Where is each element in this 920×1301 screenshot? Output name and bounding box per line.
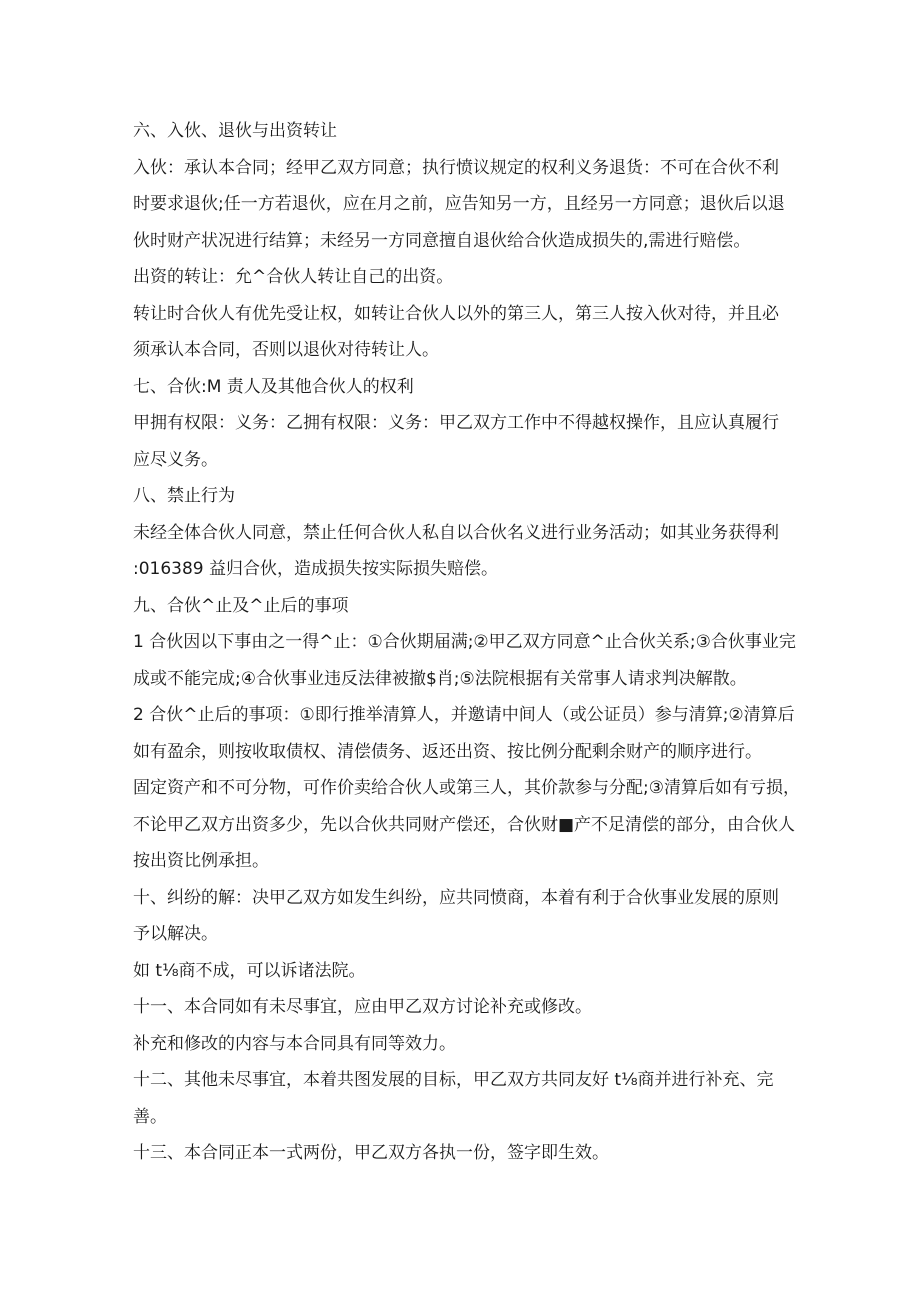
text-line: 予以解决。 (133, 924, 218, 944)
text-line: 七、合伙:M 责人及其他合伙人的权利 (133, 376, 414, 397)
text-line: 应尽义务。 (133, 449, 218, 470)
text-line: 按出资比例承担。 (133, 851, 269, 871)
text-line: :016389 益归合伙，造成损失按实际损失赔偿。 (133, 559, 499, 579)
section-heading-6 (133, 113, 793, 150)
text-line: 甲拥有权限：义务：乙拥有权限：义务：甲乙双方工作中不得越权操作，且应认真履行 (133, 413, 779, 433)
paragraph-litigation (133, 953, 793, 990)
text-line: 善。 (133, 1106, 167, 1127)
text-line: 入伙：承认本合同；经甲乙双方同意；执行愤议规定的权利义务退货：不可在合伙不利 (133, 157, 779, 178)
paragraph-fixed-assets (133, 770, 800, 880)
text-line: 补充和修改的内容与本合同具有同等效力。 (133, 1033, 456, 1054)
section-heading-7 (133, 369, 793, 406)
text-line: 须承认本合同，否则以退伙对待转让人。 (133, 340, 439, 360)
text-line: 十二、其他未尽事宜，本着共图发展的目标，甲乙双方共同友好 t⅛商并进行补充、完 (133, 1070, 774, 1090)
text-line: 六、入伙、退伙与出资转让 (133, 121, 337, 141)
text-line: 十三、本合同正本一式两份，甲乙双方各执一份，签字即生效。 (133, 1143, 609, 1163)
paragraph-joining (133, 150, 793, 260)
section-heading-13 (133, 1135, 793, 1172)
text-line: 1 合伙因以下事由之一得^止：①合伙期届满;②甲乙双方同意^止合伙关系;③合伙事业完 (133, 632, 796, 652)
text-line: 出资的转让：允^合伙人转让自己的出资。 (133, 267, 454, 287)
paragraph-prohibited (133, 515, 793, 588)
text-line: 如 t⅛商不成，可以诉诸法院。 (133, 960, 366, 981)
section-heading-12 (133, 1062, 793, 1135)
paragraph-transfer-priority (133, 296, 793, 369)
text-line: 九、合伙^止及^止后的事项 (133, 595, 349, 616)
text-line: 成或不能完成;④合伙事业违反法律被撤$肖;⑤法院根据有关常事人请求判决解散。 (133, 668, 747, 689)
paragraph-amendments (133, 1026, 793, 1063)
text-line: 伙时财产状况进行结算；未经另一方同意擅自退伙给合伙造成损失的,需进行赔偿。 (133, 230, 751, 251)
text-line: 固定资产和不可分物，可作价卖给合伙人或第三人，其价款参与分配;③清算后如有亏损， (133, 778, 800, 798)
paragraph-rights (133, 405, 793, 478)
text-line: 十、纠纷的解：决甲乙双方如发生纠纷，应共同愤商，本着有利于合伙事业发展的原则 (133, 887, 779, 908)
paragraph-termination-matters (133, 697, 793, 770)
paragraph-capital-transfer (133, 259, 793, 296)
text-line: 时要求退伙;任一方若退伙，应在月之前，应告知另一方，且经另一方同意；退伙后以退 (133, 194, 785, 214)
paragraph-termination-reasons (133, 624, 796, 697)
document-body (133, 113, 800, 1172)
text-line: 不论甲乙双方出资多少，先以合伙共同财产偿还，合伙财■产不足清偿的部分，由合伙人 (133, 814, 796, 835)
text-line: 转让时合伙人有优先受让权，如转让合伙人以外的第三人，第三人按入伙对待，并且必 (133, 303, 779, 324)
section-heading-10 (133, 880, 793, 953)
text-line: 八、禁止行为 (133, 486, 235, 506)
section-heading-11 (133, 989, 793, 1026)
section-heading-8 (133, 478, 793, 515)
text-line: 2 合伙^止后的事项：①即行推举清算人，并邀请中间人（或公证员）参与清算;②清算后 (133, 705, 795, 725)
section-heading-9 (133, 588, 793, 625)
text-line: 如有盈余，则按收取债权、清偿债务、返还出资、按比例分配剩余财产的顺序进行。 (133, 741, 762, 762)
text-line: 未经全体合伙人同意，禁止任何合伙人私自以合伙名义进行业务活动；如其业务获得利 (133, 522, 779, 543)
text-line: 十一、本合同如有未尽事宜，应由甲乙双方讨论补充或修改。 (133, 997, 592, 1017)
